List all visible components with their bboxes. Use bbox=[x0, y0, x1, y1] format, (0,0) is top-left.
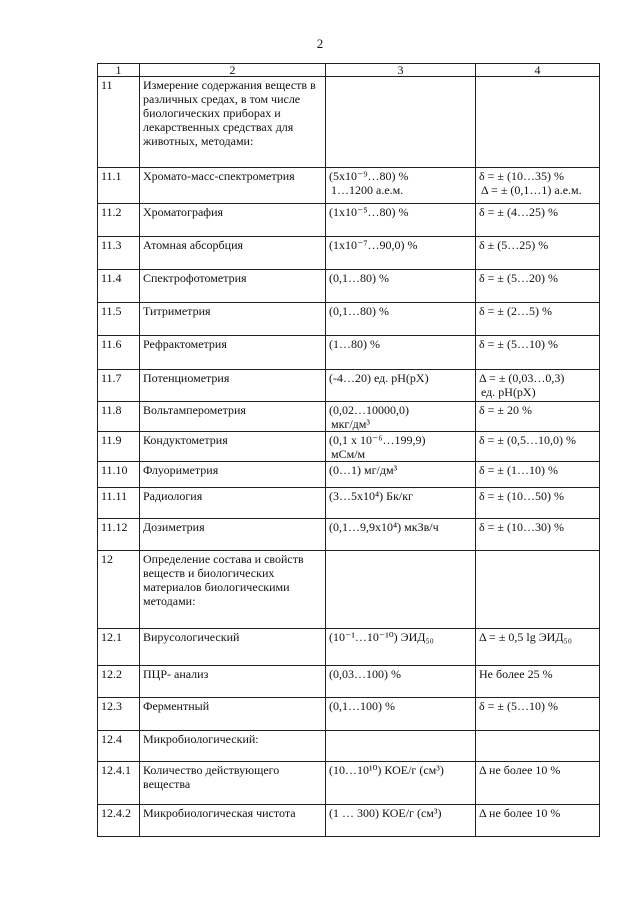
row-range-text-2: мСм/м bbox=[331, 447, 366, 461]
row-name-text: Определение состава и свойств веществ и биологических материалов биологическими методами: bbox=[143, 552, 304, 608]
page-number: 2 bbox=[316, 36, 324, 51]
row-range-text: (-4…20) ед. pH(pX) bbox=[329, 371, 429, 385]
table-row bbox=[98, 519, 600, 551]
row-error bbox=[476, 77, 600, 168]
row-range bbox=[326, 731, 476, 762]
row-range-text: (5x10⁻⁹…80) % bbox=[329, 169, 409, 183]
table-row bbox=[98, 370, 600, 402]
row-number-text: 12.2 bbox=[101, 667, 122, 681]
row-range bbox=[326, 551, 476, 629]
header-col-3: 3 bbox=[326, 64, 476, 77]
row-number bbox=[98, 77, 140, 168]
row-name-text: Рефрактометрия bbox=[143, 337, 227, 351]
row-range-text-2: 1…1200 а.е.м. bbox=[331, 183, 404, 197]
row-range bbox=[326, 370, 476, 402]
row-error-text: Не более 25 % bbox=[479, 667, 553, 681]
row-range bbox=[326, 270, 476, 303]
row-range-text: (1x10⁻⁵…80) % bbox=[329, 205, 409, 219]
row-number-text: 11.3 bbox=[101, 238, 122, 252]
table-row bbox=[98, 204, 600, 237]
row-name-text: Микробиологическая чистота bbox=[143, 806, 296, 820]
row-error bbox=[476, 462, 600, 488]
row-error bbox=[476, 370, 600, 402]
row-name-text: Спектрофотометрия bbox=[143, 271, 247, 285]
row-range-text: (0,02…10000,0) bbox=[329, 403, 409, 417]
table-body bbox=[98, 77, 600, 837]
row-error bbox=[476, 336, 600, 370]
row-name bbox=[140, 270, 326, 303]
row-error-text: δ = ± (1…10) % bbox=[479, 463, 558, 477]
row-error bbox=[476, 488, 600, 519]
row-error bbox=[476, 519, 600, 551]
row-range-text: (3…5x10⁴) Бк/кг bbox=[329, 489, 413, 503]
row-name bbox=[140, 666, 326, 698]
row-name-text: Потенциометрия bbox=[143, 371, 230, 385]
row-error-text: δ = ± (10…35) % bbox=[479, 169, 564, 183]
row-error bbox=[476, 237, 600, 270]
row-range-text: (0,1 x 10⁻⁶…199,9) bbox=[329, 433, 426, 447]
table-row bbox=[98, 336, 600, 370]
table-row bbox=[98, 805, 600, 837]
row-number-text: 12.3 bbox=[101, 699, 122, 713]
row-number-text: 12 bbox=[101, 552, 113, 566]
row-number bbox=[98, 432, 140, 462]
row-error-text: δ = ± (0,5…10,0) % bbox=[479, 433, 576, 447]
row-range bbox=[326, 488, 476, 519]
row-number bbox=[98, 488, 140, 519]
header-col-4: 4 bbox=[476, 64, 600, 77]
row-error bbox=[476, 168, 600, 204]
row-number-text: 11.4 bbox=[101, 271, 122, 285]
row-range bbox=[326, 77, 476, 168]
row-number-text: 11.1 bbox=[101, 169, 122, 183]
row-range bbox=[326, 698, 476, 731]
row-error-text: δ = ± 20 % bbox=[479, 403, 533, 417]
row-error-text-2: ед. pH(pX) bbox=[481, 385, 536, 399]
row-name-text: Радиология bbox=[143, 489, 203, 503]
row-name-text: ПЦР- анализ bbox=[143, 667, 209, 681]
row-name-text: Измерение содержания веществ в различных средах, в том числе биологических приборах и лекарственных средствах для животных, методами: bbox=[143, 78, 316, 148]
row-name-text: Атомная абсорбция bbox=[143, 238, 244, 252]
row-error-text: Δ не более 10 % bbox=[479, 806, 561, 820]
row-range bbox=[326, 402, 476, 432]
row-name bbox=[140, 698, 326, 731]
row-number-text: 11.11 bbox=[101, 489, 128, 503]
row-number-text: 11.9 bbox=[101, 433, 122, 447]
row-number bbox=[98, 237, 140, 270]
row-error-text: δ = ± (4…25) % bbox=[479, 205, 558, 219]
row-name-text: Титриметрия bbox=[143, 304, 211, 318]
row-name bbox=[140, 237, 326, 270]
row-error bbox=[476, 629, 600, 666]
row-name-text: Количество действующего вещества bbox=[143, 763, 280, 791]
row-range-text: (0,03…100) % bbox=[329, 667, 401, 681]
row-range-text: (10…10¹⁰) КОЕ/г (см³) bbox=[329, 763, 444, 777]
row-name-text: Микробиологический: bbox=[143, 732, 259, 746]
row-range bbox=[326, 237, 476, 270]
row-error-text: δ = ± (5…20) % bbox=[479, 271, 558, 285]
row-range-text: (0,1…9,9x10⁴) мкЗв/ч bbox=[329, 520, 439, 534]
row-name bbox=[140, 488, 326, 519]
row-range bbox=[326, 462, 476, 488]
row-name-text: Вирусологический bbox=[143, 630, 240, 644]
row-error-text: δ = ± (10…30) % bbox=[479, 520, 564, 534]
row-number bbox=[98, 168, 140, 204]
row-number bbox=[98, 551, 140, 629]
row-error-text: δ = ± (10…50) % bbox=[479, 489, 564, 503]
row-number-text: 12.4.1 bbox=[101, 763, 131, 777]
row-range-text: (0,1…80) % bbox=[329, 271, 389, 285]
row-error bbox=[476, 805, 600, 837]
header-col-1: 1 bbox=[98, 64, 140, 77]
table-row bbox=[98, 402, 600, 432]
row-range bbox=[326, 805, 476, 837]
row-error bbox=[476, 666, 600, 698]
row-error-text: δ ± (5…25) % bbox=[479, 238, 549, 252]
row-number-text: 11.8 bbox=[101, 403, 122, 417]
row-range-text: (1 … 300) КОЕ/г (см³) bbox=[329, 806, 442, 820]
row-number-text: 11.12 bbox=[101, 520, 128, 534]
row-number bbox=[98, 805, 140, 837]
row-name bbox=[140, 462, 326, 488]
table-row bbox=[98, 488, 600, 519]
row-number bbox=[98, 303, 140, 336]
row-range-text: (10⁻¹…10⁻¹⁰) ЭИД₅₀ bbox=[329, 630, 434, 644]
table-row bbox=[98, 551, 600, 629]
row-name bbox=[140, 519, 326, 551]
header-col-2: 2 bbox=[140, 64, 326, 77]
row-number bbox=[98, 204, 140, 237]
row-range-text: (0,1…80) % bbox=[329, 304, 389, 318]
row-name-text: Дозиметрия bbox=[143, 520, 205, 534]
row-name bbox=[140, 551, 326, 629]
row-name bbox=[140, 731, 326, 762]
row-name-text: Хромато-масс-спектрометрия bbox=[143, 169, 295, 183]
row-number bbox=[98, 731, 140, 762]
row-error bbox=[476, 731, 600, 762]
row-error bbox=[476, 698, 600, 731]
table-header bbox=[98, 64, 600, 77]
table-row bbox=[98, 303, 600, 336]
row-range-text: (0…1) мг/дм³ bbox=[329, 463, 398, 477]
row-number-text: 11 bbox=[101, 78, 113, 92]
table-row bbox=[98, 77, 600, 168]
row-range-text: (1…80) % bbox=[329, 337, 380, 351]
row-name bbox=[140, 805, 326, 837]
row-number bbox=[98, 370, 140, 402]
row-name bbox=[140, 402, 326, 432]
row-error-text: δ = ± (2…5) % bbox=[479, 304, 552, 318]
row-range bbox=[326, 168, 476, 204]
table-row bbox=[98, 666, 600, 698]
row-error bbox=[476, 303, 600, 336]
row-name bbox=[140, 336, 326, 370]
table-row bbox=[98, 432, 600, 462]
row-name bbox=[140, 303, 326, 336]
row-range bbox=[326, 303, 476, 336]
row-name bbox=[140, 762, 326, 805]
row-number-text: 11.2 bbox=[101, 205, 122, 219]
row-number bbox=[98, 629, 140, 666]
row-error bbox=[476, 204, 600, 237]
row-error-text: δ = ± (5…10) % bbox=[479, 337, 558, 351]
row-error-text: δ = ± (5…10) % bbox=[479, 699, 558, 713]
row-number-text: 12.4.2 bbox=[101, 806, 131, 820]
row-number-text: 11.10 bbox=[101, 463, 128, 477]
row-number bbox=[98, 666, 140, 698]
row-name bbox=[140, 629, 326, 666]
table-row bbox=[98, 168, 600, 204]
row-name-text: Ферментный bbox=[143, 699, 210, 713]
row-error bbox=[476, 270, 600, 303]
row-error-text: Δ = ± 0,5 lg ЭИД₅₀ bbox=[479, 630, 572, 644]
table-row bbox=[98, 237, 600, 270]
row-name bbox=[140, 370, 326, 402]
row-error-text: Δ = ± (0,03…0,3) bbox=[479, 371, 565, 385]
row-error bbox=[476, 402, 600, 432]
row-error bbox=[476, 551, 600, 629]
row-number bbox=[98, 762, 140, 805]
row-name-text: Флуориметрия bbox=[143, 463, 219, 477]
table-row bbox=[98, 462, 600, 488]
row-range bbox=[326, 666, 476, 698]
row-range-text: (0,1…100) % bbox=[329, 699, 395, 713]
specification-table bbox=[97, 63, 600, 837]
table-row bbox=[98, 762, 600, 805]
row-number-text: 11.6 bbox=[101, 337, 122, 351]
table-row bbox=[98, 698, 600, 731]
row-range-text: (1x10⁻⁷…90,0) % bbox=[329, 238, 418, 252]
row-number bbox=[98, 519, 140, 551]
row-name-text: Хроматография bbox=[143, 205, 224, 219]
row-range bbox=[326, 336, 476, 370]
row-number bbox=[98, 336, 140, 370]
table-row bbox=[98, 731, 600, 762]
row-number bbox=[98, 270, 140, 303]
row-name-text: Кондуктометрия bbox=[143, 433, 228, 447]
row-number bbox=[98, 402, 140, 432]
table-row bbox=[98, 629, 600, 666]
row-number bbox=[98, 462, 140, 488]
row-name bbox=[140, 432, 326, 462]
row-error bbox=[476, 762, 600, 805]
row-range bbox=[326, 762, 476, 805]
row-number-text: 12.4 bbox=[101, 732, 122, 746]
table-row bbox=[98, 270, 600, 303]
row-range bbox=[326, 204, 476, 237]
row-number-text: 11.5 bbox=[101, 304, 122, 318]
row-name bbox=[140, 77, 326, 168]
row-name bbox=[140, 204, 326, 237]
row-number-text: 12.1 bbox=[101, 630, 122, 644]
row-name bbox=[140, 168, 326, 204]
row-number bbox=[98, 698, 140, 731]
row-number-text: 11.7 bbox=[101, 371, 122, 385]
row-range bbox=[326, 432, 476, 462]
row-error-text-2: Δ = ± (0,1…1) а.е.м. bbox=[481, 183, 582, 197]
row-name-text: Вольтамперометрия bbox=[143, 403, 246, 417]
row-range-text-2: мкг/дм³ bbox=[331, 417, 370, 431]
row-error bbox=[476, 432, 600, 462]
row-error-text: Δ не более 10 % bbox=[479, 763, 561, 777]
row-range bbox=[326, 519, 476, 551]
row-range bbox=[326, 629, 476, 666]
